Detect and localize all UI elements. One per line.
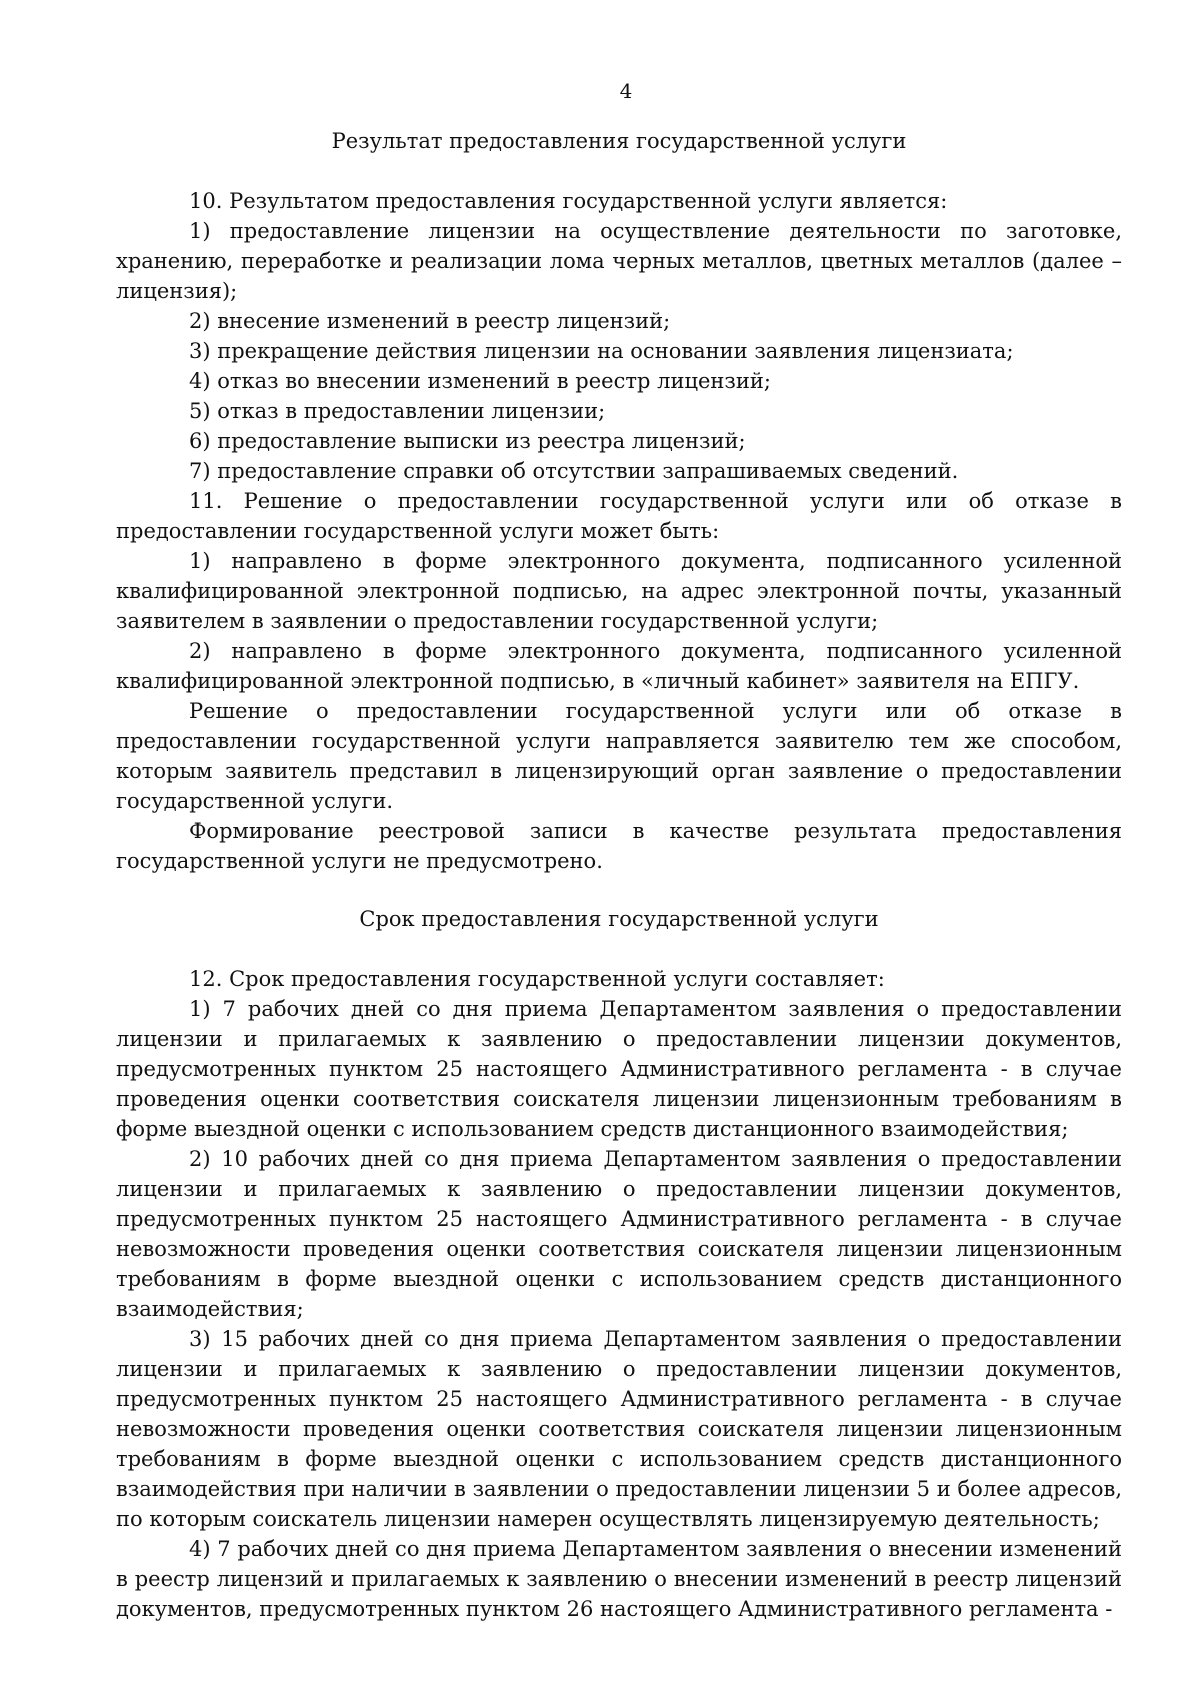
list-item-12-1: 1) 7 рабочих дней со дня приема Департаментом заявления о предоставлении лицензии и прилагаемых к заявлению о предоставлении лицензии документов, предусмотренных пунктом 25 настоящего Административного регламента - в случае проведения оценки соответствия соискателя лицензии лицензионным требованиям в форме выездной оценки с использованием средств дистанционного взаимодействия;	[116, 997, 1122, 1141]
list-item-12-3: 3) 15 рабочих дней со дня приема Департаментом заявления о предоставлении лицензии и прилагаемых к заявлению о предоставлении лицензии документов, предусмотренных пунктом 25 настоящего Административного регламента - в случае невозможности проведения оценки соответствия соискателя лицензии лицензионным требованиям в форме выездной оценки с использованием средств дистанционного взаимодействия при наличии в заявлении о предоставлении лицензии 5 и более адресов, по которым соискатель лицензии намерен осуществлять лицензируемую деятельность;	[116, 1327, 1122, 1531]
list-item-10-6: 6) предоставление выписки из реестра лицензий;	[189, 429, 746, 453]
section-title-result: Результат предоставления государственной услуги	[331, 129, 907, 153]
paragraph-registry-record: Формирование реестровой записи в качестве результата предоставления государственной услуги не предусмотрено.	[116, 819, 1122, 873]
list-item-12-2: 2) 10 рабочих дней со дня приема Департаментом заявления о предоставлении лицензии и прилагаемых к заявлению о предоставлении лицензии документов, предусмотренных пунктом 25 настоящего Административного регламента - в случае невозможности проведения оценки соответствия соискателя лицензии лицензионным требованиям в форме выездной оценки с использованием средств дистанционного взаимодействия;	[116, 1147, 1122, 1321]
list-item-11-2: 2) направлено в форме электронного документа, подписанного усиленной квалифицированной электронной подписью, в «личный кабинет» заявителя на ЕПГУ.	[116, 639, 1122, 693]
section-title-term: Срок предоставления государственной услуги	[359, 907, 879, 931]
list-item-12-4: 4) 7 рабочих дней со дня приема Департаментом заявления о внесении изменений в реестр лицензий и прилагаемых к заявлению о внесении изменений в реестр лицензий документов, предусмотренных пунктом 26 настоящего Административного регламента -	[116, 1537, 1122, 1621]
document-page	[116, 76, 1122, 1624]
list-item-10-5: 5) отказ в предоставлении лицензии;	[189, 399, 606, 423]
list-item-11-1: 1) направлено в форме электронного документа, подписанного усиленной квалифицированной электронной подписью, на адрес электронной почты, указанный заявителем в заявлении о предоставлении государственной услуги;	[116, 549, 1122, 633]
list-item-10-1: 1) предоставление лицензии на осуществление деятельности по заготовке, хранению, переработке и реализации лома черных металлов, цветных металлов (далее – лицензия);	[116, 219, 1122, 303]
list-item-10-2: 2) внесение изменений в реестр лицензий;	[189, 309, 671, 333]
paragraph-11: 11. Решение о предоставлении государственной услуги или об отказе в предоставлении государственной услуги может быть:	[116, 489, 1122, 543]
paragraph-10: 10. Результатом предоставления государственной услуги является:	[189, 189, 948, 213]
paragraph-12: 12. Срок предоставления государственной услуги составляет:	[189, 967, 885, 991]
list-item-10-4: 4) отказ во внесении изменений в реестр лицензий;	[189, 369, 771, 393]
page-number: 4	[619, 79, 633, 103]
list-item-10-3: 3) прекращение действия лицензии на основании заявления лицензиата;	[189, 339, 1014, 363]
list-item-10-7: 7) предоставление справки об отсутствии запрашиваемых сведений.	[189, 459, 959, 483]
paragraph-decision-delivery: Решение о предоставлении государственной услуги или об отказе в предоставлении государственной услуги направляется заявителю тем же способом, которым заявитель представил в лицензирующий орган заявление о предоставлении государственной услуги.	[116, 699, 1122, 813]
